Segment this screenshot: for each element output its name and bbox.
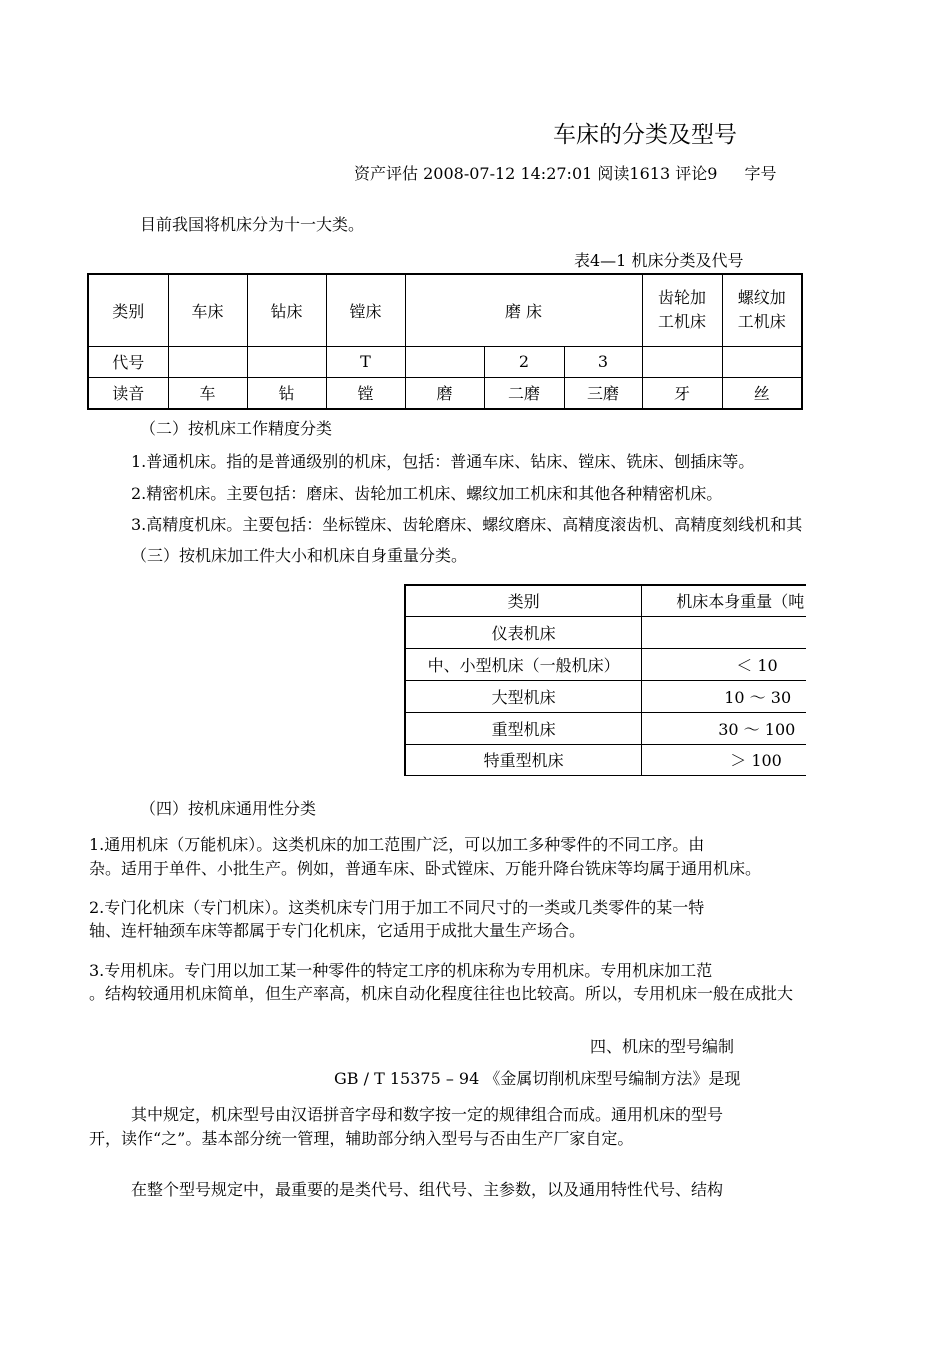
header-cell: 类别 <box>88 274 168 346</box>
class-cell: 重型机床 <box>405 712 642 744</box>
header-cell: 齿轮加 工机床 <box>642 274 722 346</box>
code-cell <box>168 346 247 377</box>
intro-text: 目前我国将机床分为十一大类。 <box>140 215 365 234</box>
sec4-para-line: 1.通用机床（万能机床）。这类机床的加工范围广泛，可以加工多种零件的不同工序。由 <box>89 835 705 854</box>
sec2-item: 1.普通机床。指的是普通级别的机床，包括：普通车床、钻床、镗床、铣床、刨插床等。 <box>131 452 755 471</box>
code-cell <box>405 346 484 377</box>
table1-caption: 表4—1 机床分类及代号 <box>574 251 744 270</box>
sound-cell: 三磨 <box>564 377 642 409</box>
meta-datetime: 2008-07-12 14:27:01 <box>423 164 593 183</box>
sec5-para-line: 在整个型号规定中，最重要的是类代号、组代号、主参数，以及通用特性代号、结构 <box>131 1180 724 1199</box>
header-cell: 螺纹加 工机床 <box>722 274 802 346</box>
header-cell: 镗床 <box>326 274 405 346</box>
header-cell: 车床 <box>168 274 247 346</box>
weight-cell: 10 ～ 30 <box>642 680 806 712</box>
sec4-para-line: 2.专门化机床（专门机床）。这类机床专门用于加工不同尺寸的一类或几类零件的某一特 <box>89 898 705 917</box>
weight-class-table <box>404 584 806 776</box>
sec5-heading: 四、机床的型号编制 <box>590 1037 735 1056</box>
sec4-heading: （四）按机床通用性分类 <box>140 799 317 818</box>
code-cell <box>247 346 326 377</box>
sound-cell: 牙 <box>642 377 722 409</box>
sec5-para-line: 其中规定，机床型号由汉语拼音字母和数字按一定的规律组合而成。通用机床的型号 <box>131 1105 724 1124</box>
meta-fontsize[interactable]: 字号 <box>744 164 777 183</box>
header-cell: 机床本身重量（吨 <box>642 585 806 616</box>
weight-cell: ＞ 100 <box>642 744 806 776</box>
header-cell: 磨 床 <box>405 274 642 346</box>
class-cell: 大型机床 <box>405 680 642 712</box>
code-cell <box>722 346 802 377</box>
header-cell: 钻床 <box>247 274 326 346</box>
sec2-item: 2.精密机床。主要包括：磨床、齿轮加工机床、螺纹加工机床和其他各种精密机床。 <box>131 484 723 503</box>
sound-cell: 镗 <box>326 377 405 409</box>
sec4-para-line: 轴、连杆轴颈车床等都属于专门化机床，它适用于成批大量生产场合。 <box>89 921 586 940</box>
meta-line <box>354 161 777 184</box>
class-cell: 仪表机床 <box>405 616 642 648</box>
page-title: 车床的分类及型号 <box>553 122 737 148</box>
sound-cell: 二磨 <box>484 377 564 409</box>
class-cell: 特重型机床 <box>405 744 642 776</box>
class-cell: 中、小型机床（一般机床） <box>405 648 642 680</box>
weight-cell: 30 ～ 100 <box>642 712 806 744</box>
meta-category[interactable]: 资产评估 <box>354 164 419 183</box>
code-cell: 代号 <box>88 346 168 377</box>
sound-cell: 车 <box>168 377 247 409</box>
sec2-heading: （二）按机床工作精度分类 <box>140 419 333 438</box>
sec2-item: 3.高精度机床。主要包括：坐标镗床、齿轮磨床、螺纹磨床、高精度滚齿机、高精度刻线机和其 <box>131 515 803 534</box>
sound-cell: 丝 <box>722 377 802 409</box>
machine-class-table <box>87 273 803 410</box>
sound-cell: 磨 <box>405 377 484 409</box>
sec4-para-line: 杂。适用于单件、小批生产。例如，普通车床、卧式镗床、万能升降台铣床等均属于通用机床。 <box>89 859 762 878</box>
header-cell: 类别 <box>405 585 642 616</box>
sound-cell: 读音 <box>88 377 168 409</box>
sec4-para-line: 3.专用机床。专门用以加工某一种零件的特定工序的机床称为专用机床。专用机床加工范 <box>89 961 713 980</box>
sec5-para-line: 开，读作“之”。基本部分统一管理，辅助部分纳入型号与否由生产厂家自定。 <box>89 1129 634 1148</box>
meta-reads: 阅读1613 <box>597 164 671 183</box>
sound-cell: 钻 <box>247 377 326 409</box>
weight-cell <box>642 616 806 648</box>
meta-comments[interactable]: 评论9 <box>675 164 718 183</box>
sec3-heading: （三）按机床加工件大小和机床自身重量分类。 <box>131 546 468 565</box>
code-cell: T <box>326 346 405 377</box>
weight-table-clip <box>404 584 806 776</box>
code-cell: 2 <box>484 346 564 377</box>
code-cell: 3 <box>564 346 642 377</box>
code-cell <box>642 346 722 377</box>
gb-standard-line: GB / T 15375 – 94 《金属切削机床型号编制方法》是现 <box>334 1069 741 1088</box>
weight-cell: ＜ 10 <box>642 648 806 680</box>
sec4-para-line: 。结构较通用机床简单，但生产率高，机床自动化程度往往也比较高。所以，专用机床一般在成批大 <box>89 984 794 1003</box>
